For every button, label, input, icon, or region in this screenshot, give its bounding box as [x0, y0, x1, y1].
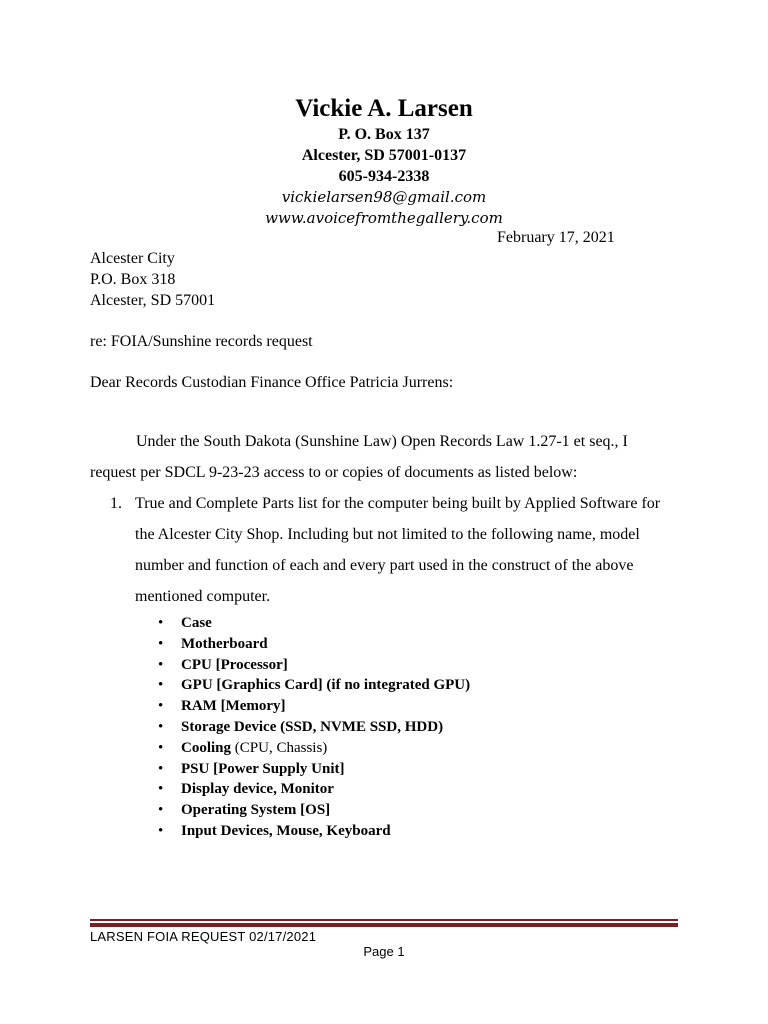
bullet-item: [158, 634, 470, 655]
salutation: Dear Records Custodian Finance Office Patricia Jurrens:: [90, 374, 454, 391]
bullet-item: [158, 779, 470, 800]
footer-rule-thin: [90, 919, 678, 921]
sender-email: vickielarsen98@gmail.com: [281, 188, 487, 206]
bullet-icon: •: [158, 822, 164, 839]
bullet-item-bold-text: Cooling: [181, 739, 232, 756]
bullet-item: [158, 738, 470, 759]
bullet-icon: •: [158, 781, 164, 798]
sender-po-box: P. O. Box 137: [338, 126, 430, 143]
bullet-icon: •: [158, 760, 164, 777]
recipient-line-1: Alcester City: [90, 250, 175, 267]
letterhead: [0, 94, 768, 229]
footer-title: LARSEN FOIA REQUEST 02/17/2021: [90, 929, 317, 944]
sender-city: Alcester, SD 57001-0137: [301, 147, 467, 164]
recipient-address: [90, 248, 215, 311]
bullet-item: [158, 613, 470, 634]
bullet-item: [158, 800, 470, 821]
recipient-line-2: P.O. Box 318: [90, 271, 176, 288]
list-number: 1.: [110, 495, 122, 512]
bullet-item-bold-text: Operating System [OS]: [181, 802, 331, 819]
bullet-icon: •: [158, 698, 164, 715]
bullet-item-bold-text: Case: [181, 615, 212, 631]
bullet-item-bold-text: PSU [Power Supply Unit]: [181, 760, 345, 777]
bullet-icon: •: [158, 739, 164, 756]
bullet-icon: •: [158, 635, 164, 652]
bullet-item: [158, 696, 470, 717]
bullet-item-bold-text: GPU [Graphics Card] (if no integrated GPU): [181, 677, 471, 694]
page-number: Page 1: [363, 944, 405, 959]
body-paragraph: [90, 426, 670, 488]
bullet-icon: •: [158, 656, 164, 673]
bullet-icon: •: [158, 718, 164, 735]
bullet-item-bold-text: Display device, Monitor: [181, 781, 334, 798]
bullet-item-normal-text: (CPU, Chassis): [231, 739, 328, 756]
body-paragraph-text: Under the South Dakota (Sunshine Law) Open Records Law 1.27-1 et seq., I request per SDCL 9-23-23 access to or copies of documents as listed below:: [90, 433, 628, 481]
numbered-list: [110, 488, 670, 612]
bullet-icon: •: [158, 802, 164, 819]
re-line: re: FOIA/Sunshine records request: [90, 333, 313, 350]
list-item-text: True and Complete Parts list for the computer being built by Applied Software for the Alcester City Shop. Including but not limited to the following name, model number and function of each and every part used in the construct of the above mentioned computer.: [135, 495, 661, 605]
bullet-item-bold-text: Input Devices, Mouse, Keyboard: [181, 822, 391, 839]
parts-bullet-list: [158, 613, 470, 842]
sender-name: Vickie A. Larsen: [295, 95, 473, 122]
bullet-item: [158, 821, 470, 842]
bullet-item-bold-text: CPU [Processor]: [181, 656, 288, 673]
bullet-item: [158, 717, 470, 738]
bullet-item: [158, 759, 470, 780]
bullet-icon: •: [158, 615, 164, 631]
bullet-item-bold-text: RAM [Memory]: [181, 698, 286, 715]
recipient-line-3: Alcester, SD 57001: [90, 292, 216, 309]
bullet-item-bold-text: Storage Device (SSD, NVME SSD, HDD): [181, 718, 444, 735]
sender-phone: 605-934-2338: [338, 168, 430, 185]
bullet-item-bold-text: Motherboard: [181, 635, 268, 652]
bullet-icon: •: [158, 677, 164, 694]
letter-date: February 17, 2021: [497, 229, 615, 246]
sender-website: www.avoicefromthegallery.com: [265, 209, 503, 227]
bullet-item: [158, 675, 470, 696]
bullet-item: [158, 655, 470, 676]
footer-rule-thick: [90, 923, 678, 927]
